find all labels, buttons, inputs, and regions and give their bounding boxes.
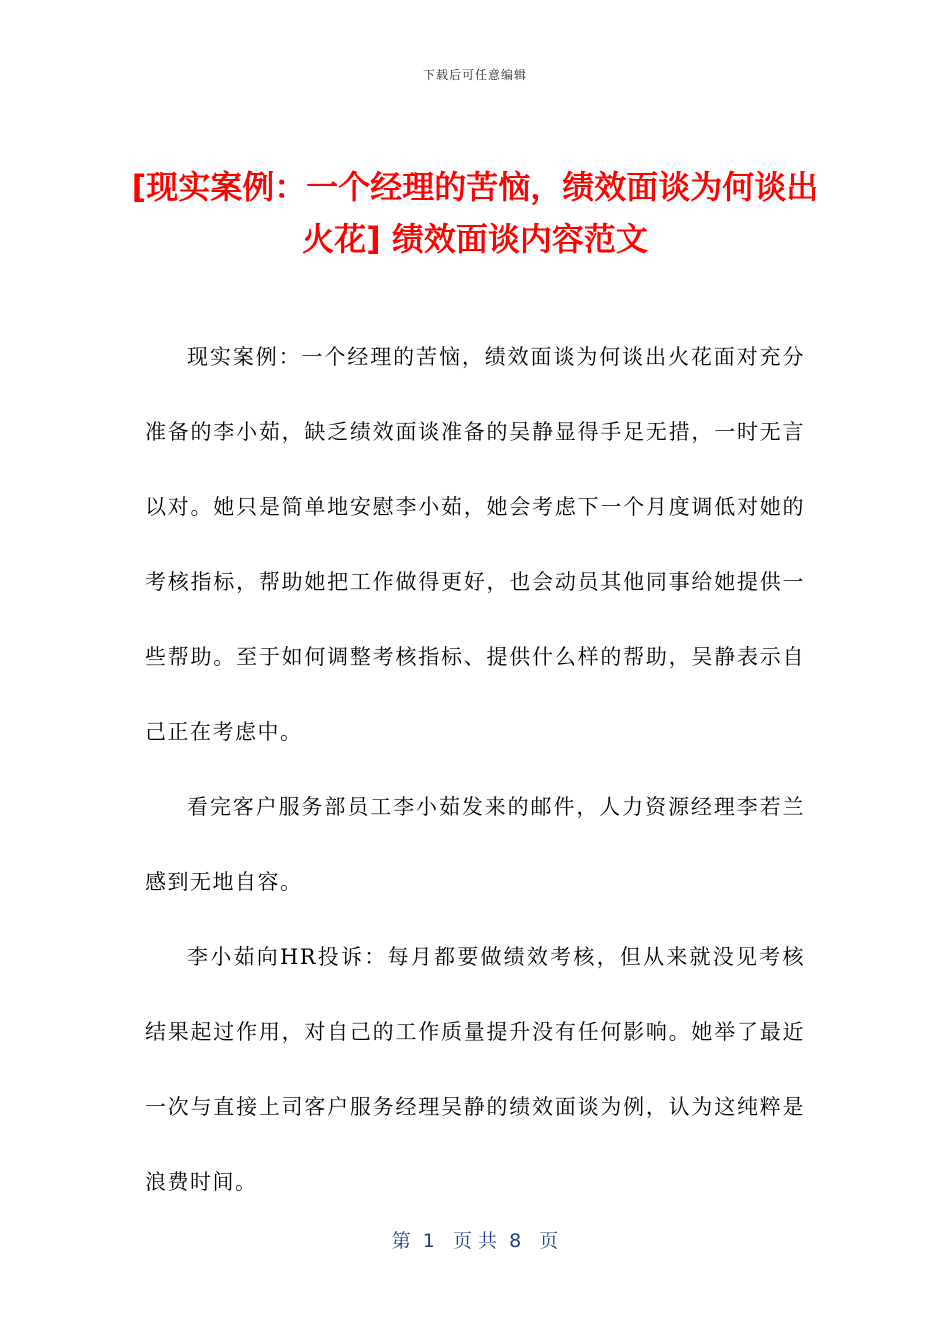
paragraph-3: 李小茹向HR投诉：每月都要做绩效考核，但从来就没见考核结果起过作用，对自己的工作质量提升没有任何影响。她举了最近一次与直接上司客户服务经理吴静的绩效面谈为例，认为这纯粹是浪费时间。 — [145, 945, 805, 1194]
header-note: 下载后可任意编辑 — [422, 68, 527, 82]
document-body — [145, 320, 805, 1220]
paragraph-2: 看完客户服务部员工李小茹发来的邮件，人力资源经理李若兰感到无地自容。 — [145, 795, 805, 894]
page-footer: 第 1 页 共 8 页 — [391, 1230, 559, 1252]
paragraph-1: 现实案例：一个经理的苦恼，绩效面谈为何谈出火花面对充分准备的李小茹，缺乏绩效面谈准备的吴静显得手足无措，一时无言以对。她只是简单地安慰李小茹，她会考虑下一个月度调低对她的考核指标，帮助她把工作做得更好，也会动员其他同事给她提供一些帮助。至于如何调整考核指标、提供什么样的帮助，吴静表示自己正在考虑中。 — [145, 345, 805, 744]
document-title: [现实案例：一个经理的苦恼，绩效面谈为何谈出火花] 绩效面谈内容范文 — [131, 168, 819, 259]
